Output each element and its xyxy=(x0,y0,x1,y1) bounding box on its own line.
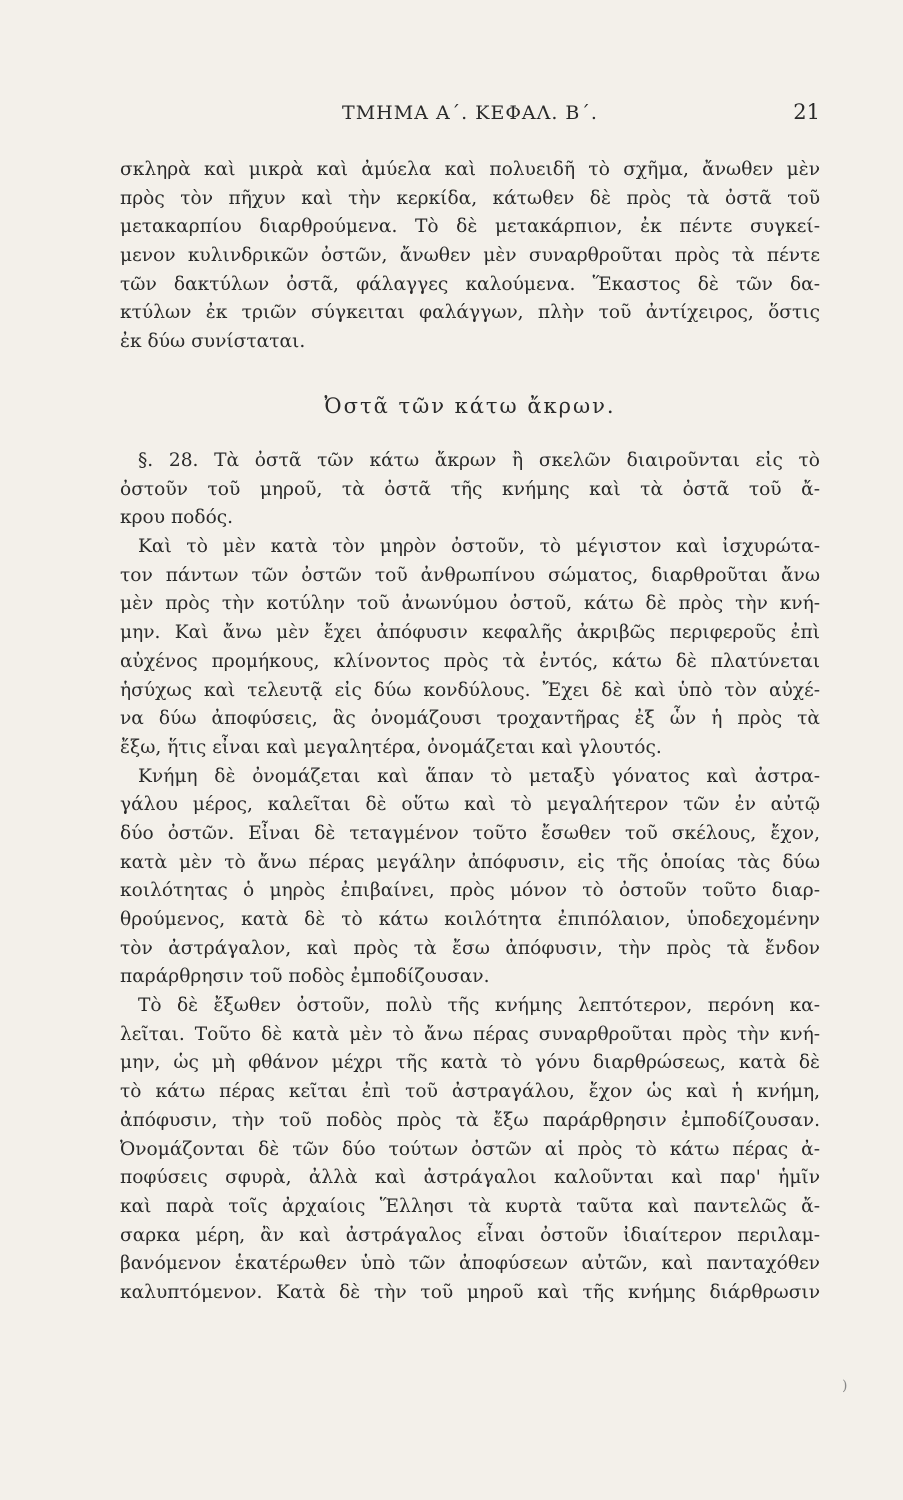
text-line: λεῖται. Τοῦτο δὲ κατὰ μὲν τὸ ἄνω πέρας συναρθροῦται πρὸς τὴν κνή- xyxy=(120,1023,820,1045)
text-line: κρου ποδός. xyxy=(120,507,234,529)
text-line: σαρκα μέρη, ἂν καὶ ἀστράγαλος εἶναι ὀστοῦν ἰδιαίτερον περιλαμ- xyxy=(120,1224,820,1246)
text-line: μὲν πρὸς τὴν κοτύλην τοῦ ἀνωνύμου ὀστοῦ, κάτω δὲ πρὸς τὴν κνή- xyxy=(120,593,820,615)
text-line: πρὸς τὸν πῆχυν καὶ τὴν κερκίδα, κάτωθεν δὲ πρὸς τὰ ὀστᾶ τοῦ xyxy=(120,187,820,209)
text-line: βανόμενον ἑκατέρωθεν ὑπὸ τῶν ἀποφύσεων αὐτῶν, καὶ πανταχόθεν xyxy=(120,1253,820,1275)
text-line: θρούμενος, κατὰ δὲ τὸ κάτω κοιλότητα ἐπιπόλαιον, ὑποδεχομένην xyxy=(120,909,820,930)
section-heading: Ὀστᾶ τῶν κάτω ἄκρων. xyxy=(324,394,616,418)
page-number: 21 xyxy=(793,100,820,124)
running-title: ΤΜΗΜΑ Α΄. ΚΕΦΑΛ. Β΄. xyxy=(342,102,598,124)
text-line: ἔξω, ἥτις εἶναι καὶ μεγαλητέρα, ὀνομάζεται καὶ γλουτός. xyxy=(120,736,662,758)
text-line: τὸν ἀστράγαλον, καὶ πρὸς τὰ ἔσω ἀπόφυσιν, τὴν πρὸς τὰ ἔνδον xyxy=(120,937,820,959)
text-line: μην, ὡς μὴ φθάνον μέχρι τῆς κατὰ τὸ γόνυ διαρθρώσεως, κατὰ δὲ xyxy=(120,1052,820,1074)
text-line: καλυπτόμενον. Κατὰ δὲ τὴν τοῦ μηροῦ καὶ τῆς κνήμης διάρθρωσιν xyxy=(120,1281,820,1303)
text-line: σκληρὰ καὶ μικρὰ καὶ ἀμύελα καὶ πολυειδῆ τὸ σχῆμα, ἄνωθεν μὲν xyxy=(120,159,820,180)
text-line: ὀστοῦν τοῦ μηροῦ, τὰ ὀστᾶ τῆς κνήμης καὶ τὰ ὀστᾶ τοῦ ἄ- xyxy=(120,478,820,500)
text-line: κοιλότητας ὁ μηρὸς ἐπιβαίνει, πρὸς μόνον τὸ ὀστοῦν τοῦτο διαρ- xyxy=(120,880,820,902)
text-line: τῶν δακτύλων ὀστᾶ, φάλαγγες καλούμενα. Ἕκαστος δὲ τῶν δα- xyxy=(120,273,820,295)
text-line: Καὶ τὸ μὲν κατὰ τὸν μηρὸν ὀστοῦν, τὸ μέγιστον καὶ ἰσχυρώτα- xyxy=(138,536,820,558)
text-line: κατὰ μὲν τὸ ἄνω πέρας μεγάλην ἀπόφυσιν, εἰς τῆς ὁποίας τὰς δύω xyxy=(120,851,820,873)
text-line: να δύω ἀποφύσεις, ἃς ὀνομάζουσι τροχαντῆρας ἐξ ὧν ἡ πρὸς τὰ xyxy=(120,708,820,730)
page-header xyxy=(120,98,820,138)
text-line: μενον κυλινδρικῶν ὀστῶν, ἄνωθεν μὲν συναρθροῦται πρὸς τὰ πέντε xyxy=(120,245,820,267)
text-line: δύο ὀστῶν. Εἶναι δὲ τεταγμένον τοῦτο ἔσωθεν τοῦ σκέλους, ἔχον, xyxy=(120,822,820,844)
margin-mark: ) xyxy=(842,1378,848,1394)
body-text xyxy=(120,447,820,1308)
intro-paragraph xyxy=(120,156,820,357)
text-line: ποφύσεις σφυρὰ, ἀλλὰ καὶ ἀστράγαλοι καλοῦνται καὶ παρ' ἡμῖν xyxy=(120,1167,820,1189)
text-line: μετακαρπίου διαρθρούμενα. Τὸ δὲ μετακάρπιον, ἐκ πέντε συγκεί- xyxy=(120,216,820,238)
text-line: Ὀνομάζονται δὲ τῶν δύο τούτων ὀστῶν αἱ πρὸς τὸ κάτω πέρας ἀ- xyxy=(120,1138,820,1160)
text-line: ἡσύχως καὶ τελευτᾷ εἰς δύω κονδύλους. Ἔχει δὲ καὶ ὑπὸ τὸν αὐχέ- xyxy=(120,679,820,701)
text-line: γάλου μέρος, καλεῖται δὲ οὕτω καὶ τὸ μεγαλήτερον τῶν ἐν αὐτῷ xyxy=(120,794,820,816)
text-line: καὶ παρὰ τοῖς ἀρχαίοις Ἕλλησι τὰ κυρτὰ ταῦτα καὶ παντελῶς ἄ- xyxy=(120,1195,820,1217)
text-line: ἀπόφυσιν, τὴν τοῦ ποδὸς πρὸς τὰ ἔξω παράρθρησιν ἐμποδίζουσαν. xyxy=(120,1109,820,1131)
text-line: §. 28. Τὰ ὀστᾶ τῶν κάτω ἄκρων ἢ σκελῶν διαιροῦνται εἰς τὸ xyxy=(138,450,820,471)
text-line: αὐχένος προμήκους, κλίνοντος πρὸς τὰ ἐντός, κάτω δὲ πλατύνεται xyxy=(120,650,820,672)
text-line: κτύλων ἐκ τριῶν σύγκειται φαλάγγων, πλὴν τοῦ ἀντίχειρος, ὅστις xyxy=(120,302,820,324)
text-line: παράρθρησιν τοῦ ποδὸς ἐμποδίζουσαν. xyxy=(120,966,490,988)
text-line: μην. Καὶ ἄνω μὲν ἔχει ἀπόφυσιν κεφαλῆς ἀκριβῶς περιφεροῦς ἐπὶ xyxy=(120,622,820,644)
text-line: τὸ κάτω πέρας κεῖται ἐπὶ τοῦ ἀστραγάλου, ἔχον ὡς καὶ ἡ κνήμη, xyxy=(120,1081,820,1103)
text-line: Κνήμη δὲ ὀνομάζεται καὶ ἅπαν τὸ μεταξὺ γόνατος καὶ ἀστρα- xyxy=(138,765,820,787)
text-line: Τὸ δὲ ἔξωθεν ὀστοῦν, πολὺ τῆς κνήμης λεπτότερον, περόνη κα- xyxy=(138,995,820,1017)
text-line: ἐκ δύω συνίσταται. xyxy=(120,331,306,353)
text-line: τον πάντων τῶν ὀστῶν τοῦ ἀνθρωπίνου σώματος, διαρθροῦται ἄνω xyxy=(120,564,820,586)
